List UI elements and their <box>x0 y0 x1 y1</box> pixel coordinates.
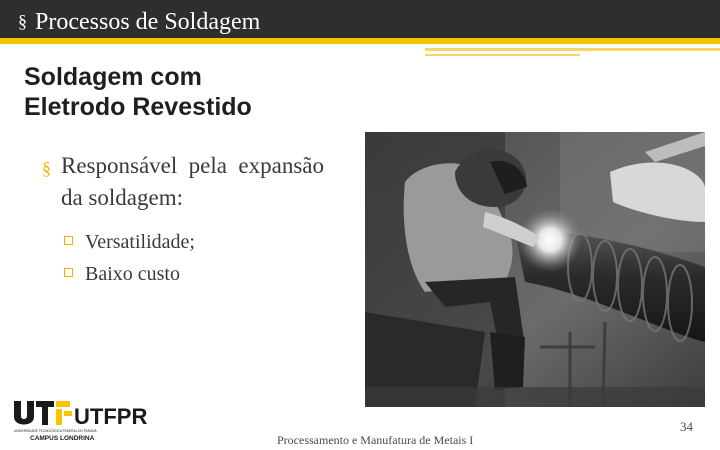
header-bullet: § <box>18 11 27 31</box>
header-title-text: Processos de Soldagem <box>35 9 261 35</box>
accent-bar <box>0 38 720 44</box>
sub-bullet-list <box>64 226 195 290</box>
accent-line <box>425 48 720 51</box>
sub-bullet-item <box>64 258 195 290</box>
welding-photo <box>365 132 705 407</box>
header-title <box>18 9 260 36</box>
bullet-mark: § <box>42 158 51 178</box>
main-bullet <box>42 150 324 214</box>
slide-title-line-1: Soldagem com <box>24 63 202 91</box>
logo-subtitle: CAMPUS LONDRINA <box>30 435 95 442</box>
slide-title <box>24 62 252 122</box>
sub-bullet-item <box>64 226 195 258</box>
square-bullet-icon <box>64 236 73 245</box>
utfpr-logo <box>12 399 148 443</box>
slide-title-line-2: Eletrodo Revestido <box>24 93 252 121</box>
sub-bullet-text: Baixo custo <box>85 263 180 285</box>
accent-line-secondary <box>425 54 580 56</box>
main-bullet-text: Responsável pela expansão da soldagem: <box>61 153 324 210</box>
header-bar <box>0 0 720 38</box>
sub-bullet-text: Versatilidade; <box>85 231 195 253</box>
page-number: 34 <box>680 419 693 434</box>
footer-course-title: Processamento e Manufatura de Metais I <box>277 433 474 447</box>
logo-small-text: UNIVERSIDADE TECNOLÓGICA FEDERAL DO PARANÁ <box>14 429 97 433</box>
square-bullet-icon <box>64 268 73 277</box>
logo-text: UTFPR <box>74 404 148 429</box>
